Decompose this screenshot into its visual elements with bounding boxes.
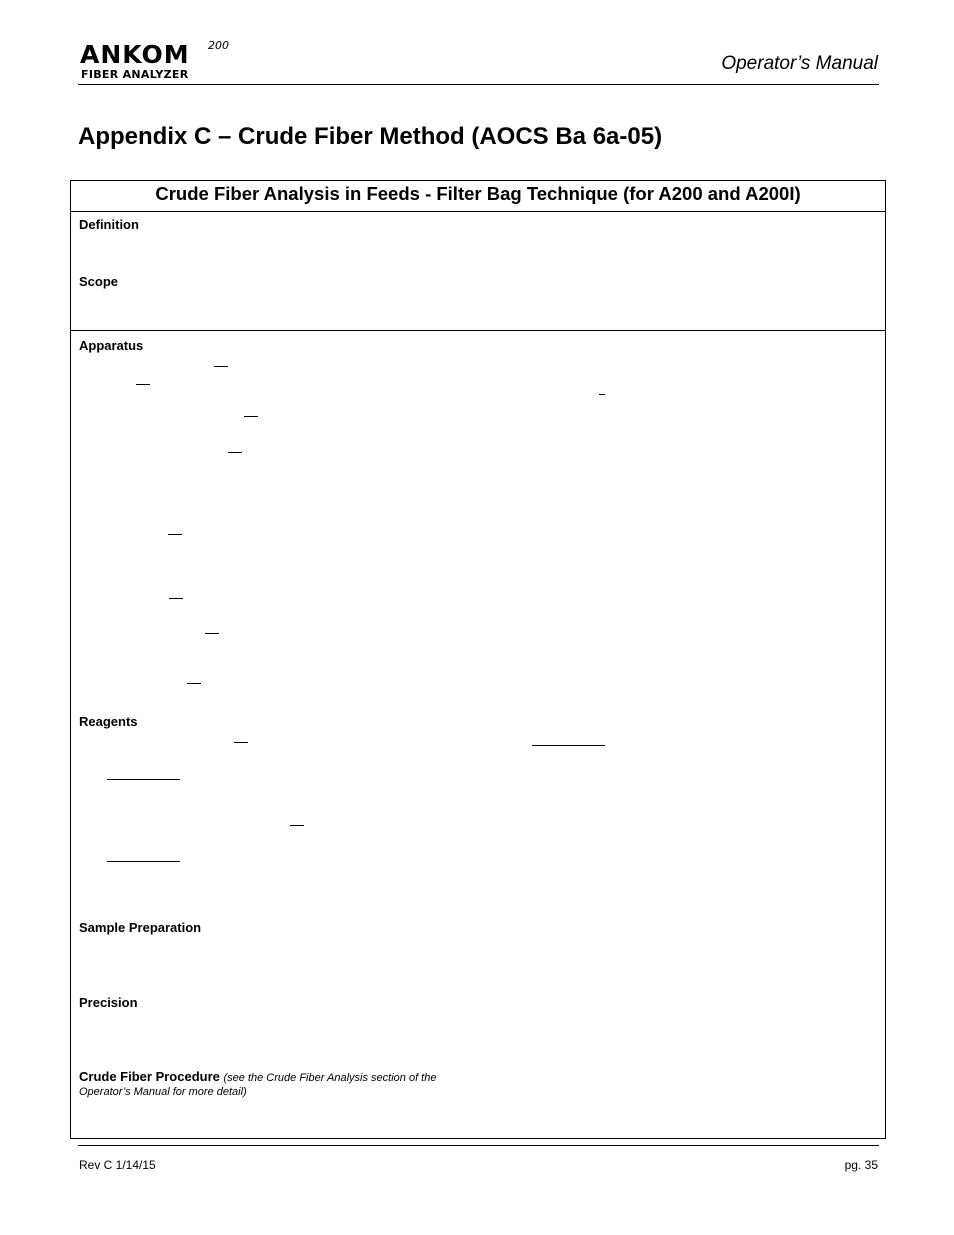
dash-mark [214,366,228,367]
revision-label: Rev C 1/14/15 [79,1158,156,1172]
logo-subtitle: FIBER ANALYZER [81,68,189,81]
section-definition: Definition [79,217,139,232]
underline-mark [532,745,605,746]
underline-mark [107,779,180,780]
dash-mark [244,416,258,417]
underline-mark [107,861,180,862]
box-title-divider [71,211,885,212]
section-reagents: Reagents [79,714,138,729]
dash-mark [168,534,182,535]
dash-mark [290,825,304,826]
manual-title: Operator’s Manual [721,53,878,74]
page-title: Appendix C – Crude Fiber Method (AOCS Ba 6a-05) [78,123,663,150]
procedure-note-line1: (see the Crude Fiber Analysis section of the [223,1072,437,1084]
section-apparatus: Apparatus [79,338,144,353]
section-crude-fiber-procedure [79,1069,436,1085]
section-scope: Scope [79,274,119,289]
header-divider [78,84,879,85]
section-sample-preparation: Sample Preparation [79,920,202,935]
page-number: pg. 35 [844,1158,878,1172]
section-precision: Precision [79,995,138,1010]
dash-mark [599,394,605,395]
dash-mark [169,598,183,599]
method-box-title: Crude Fiber Analysis in Feeds - Filter Bag Technique (for A200 and A200I) [155,183,801,204]
dash-mark [187,683,201,684]
dash-mark [228,452,242,453]
dash-mark [205,633,219,634]
dash-mark [234,742,248,743]
logo-superscript: 200 [208,39,229,52]
logo-ankom: ANKOM [80,40,190,69]
dash-mark [136,384,150,385]
footer-divider [78,1145,879,1146]
procedure-label: Crude Fiber Procedure [79,1069,220,1084]
procedure-note-line2: Operator’s Manual for more detail) [79,1086,247,1098]
method-box [70,180,886,1139]
box-section-divider [71,330,885,331]
